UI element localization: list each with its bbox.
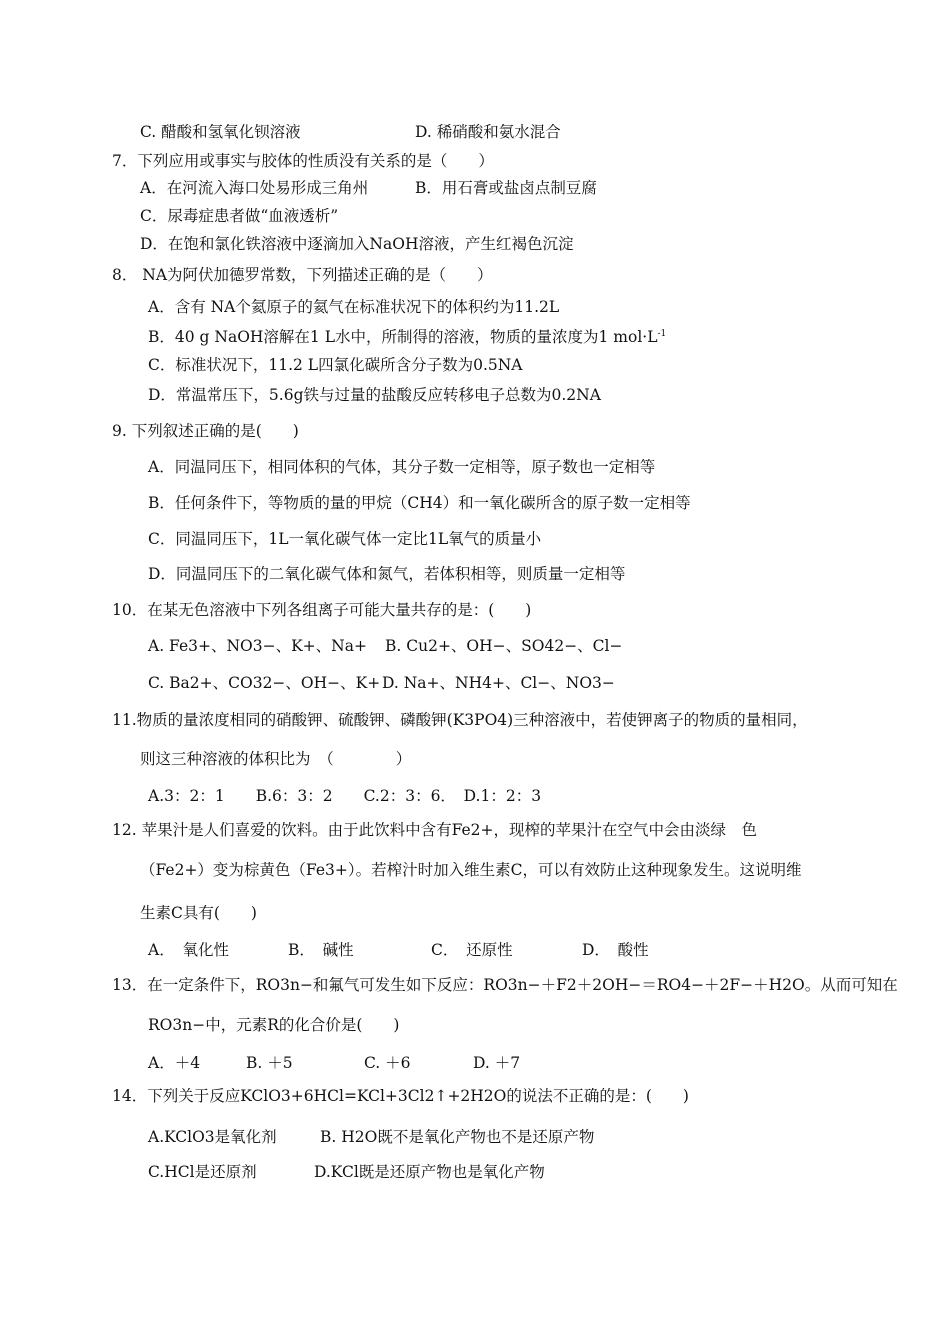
q11-stem-line1: 11.物质的量浓度相同的硝酸钾、硫酸钾、磷酸钾(K3PO4)三种溶液中，若使钾离子的物质的量相同， bbox=[112, 711, 808, 729]
q8-option-b-text: B．40 g NaOH溶解在1 L水中，所制得的溶液，物质的量浓度为1 mol·L bbox=[148, 328, 658, 346]
q10-option-b: B. Cu2+、OH−、SO42−、Cl− bbox=[385, 637, 623, 655]
q9-option-b: B．任何条件下，等物质的量的甲烷（CH4）和一氧化碳所含的原子数一定相等 bbox=[148, 494, 691, 512]
q13-option-d: D. ＋7 bbox=[473, 1054, 521, 1072]
q8-stem: 8． NA为阿伏加德罗常数，下列描述正确的是（ ） bbox=[112, 266, 493, 284]
q7-stem: 7．下列应用或事实与胶体的性质没有关系的是（ ） bbox=[112, 152, 494, 170]
q13-option-c: C. ＋6 bbox=[364, 1054, 411, 1072]
q14-option-a: A.KClO3是氧化剂 bbox=[148, 1128, 277, 1146]
q8-option-d: D．常温常压下，5.6g铁与过量的盐酸反应转移电子总数为0.2NA bbox=[148, 386, 601, 404]
q7-option-c: C．尿毒症患者做“血液透析” bbox=[140, 207, 339, 225]
q6-option-d: D. 稀硝酸和氨水混合 bbox=[415, 123, 561, 141]
q13-option-a: A．＋4 bbox=[148, 1054, 201, 1072]
q14-option-d: D.KCl既是还原产物也是氧化产物 bbox=[314, 1163, 545, 1181]
q12-option-c: C． 还原性 bbox=[431, 941, 513, 959]
q7-option-d: D．在饱和氯化铁溶液中逐滴加入NaOH溶液，产生红褐色沉淀 bbox=[140, 235, 574, 253]
q12-stem-line2: （Fe2+）变为棕黄色（Fe3+）。若榨汁时加入维生素C，可以有效防止这种现象发生。这说明维 bbox=[140, 861, 802, 879]
q14-stem: 14．下列关于反应KClO3+6HCl=KCl+3Cl2↑+2H2O的说法不正确的是：( ) bbox=[112, 1087, 689, 1105]
q8-option-b bbox=[148, 327, 666, 347]
q10-stem: 10．在某无色溶液中下列各组离子可能大量共存的是：( ) bbox=[112, 601, 532, 619]
q12-option-a: A． 氧化性 bbox=[148, 941, 229, 959]
q9-option-c: C．同温同压下，1L一氧化碳气体一定比1L氧气的质量小 bbox=[148, 530, 542, 548]
q10-option-a: A. Fe3+、NO3−、K+、Na+ bbox=[148, 637, 367, 655]
q9-stem: 9. 下列叙述正确的是( ) bbox=[112, 422, 299, 440]
q12-option-d: D． 酸性 bbox=[582, 941, 649, 959]
q7-option-b: B．用石膏或盐卤点制豆腐 bbox=[415, 179, 597, 197]
q13-option-b: B. ＋5 bbox=[246, 1054, 293, 1072]
q11-stem-line2: 则这三种溶液的体积比为 （ ） bbox=[140, 750, 412, 768]
q14-option-b: B. H2O既不是氧化产物也不是还原产物 bbox=[320, 1128, 595, 1146]
q9-option-d: D．同温同压下的二氧化碳气体和氮气，若体积相等，则质量一定相等 bbox=[148, 565, 626, 583]
q6-option-c: C. 醋酸和氢氧化钡溶液 bbox=[140, 123, 301, 141]
q12-stem-line3: 生素C具有( ) bbox=[140, 904, 257, 922]
q13-stem-line1: 13．在一定条件下，RO3n−和氟气可发生如下反应：RO3n−＋F2＋2OH−＝RO4−＋2F−＋H2O。从而可知在 bbox=[112, 976, 898, 994]
q11-options: A.3：2：1 B.6：3：2 C.2：3：6． D.1：2：3 bbox=[148, 787, 542, 805]
q7-option-a: A．在河流入海口处易形成三角州 bbox=[140, 179, 369, 197]
q8-option-a: A．含有 NA个氦原子的氦气在标准状况下的体积约为11.2L bbox=[148, 298, 560, 316]
q14-option-c: C.HCl是还原剂 bbox=[148, 1163, 257, 1181]
q9-option-a: A．同温同压下，相同体积的气体，其分子数一定相等，原子数也一定相等 bbox=[148, 458, 656, 476]
q8-option-b-sup: -1 bbox=[657, 329, 667, 339]
q12-stem-line1: 12. 苹果汁是人们喜爱的饮料。由于此饮料中含有Fe2+，现榨的苹果汁在空气中会由淡绿 色 bbox=[112, 821, 758, 839]
q8-option-c: C．标准状况下，11.2 L四氯化碳所含分子数为0.5NA bbox=[148, 356, 523, 374]
q10-option-c: C. Ba2+、CO32−、OH−、K+ bbox=[148, 674, 381, 692]
q10-option-d: D. Na+、NH4+、Cl−、NO3− bbox=[382, 674, 615, 692]
q13-stem-line2: RO3n−中，元素R的化合价是( ) bbox=[148, 1016, 400, 1034]
q12-option-b: B． 碱性 bbox=[288, 941, 354, 959]
